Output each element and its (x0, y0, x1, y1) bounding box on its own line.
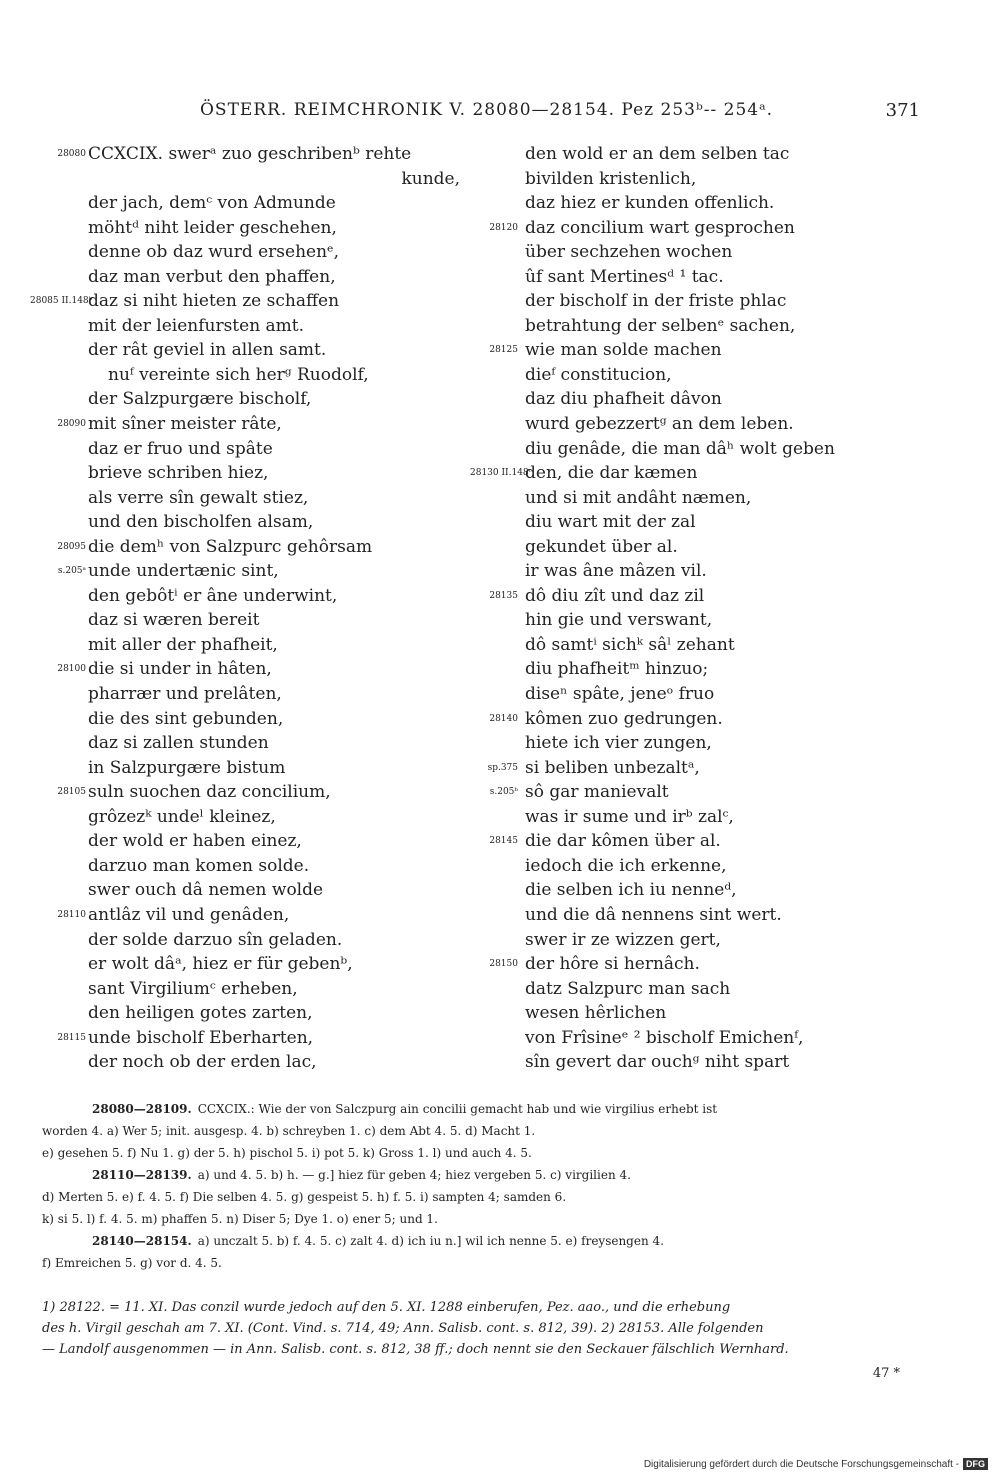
verse-line (30, 707, 480, 732)
page-number: 371 (885, 100, 920, 121)
verse-text: dô samtⁱ sichᵏ sâˡ zehant (525, 634, 735, 655)
footnote-line: — Landolf ausgenommen — in Ann. Salisb. cont. s. 812, 38 ff.; doch nennt sie den Seckauer fälschlich Wernhard. (42, 1342, 789, 1357)
line-number: 28110 (57, 909, 86, 920)
verse-text: über sechzehen wochen (525, 242, 733, 263)
verse-line (30, 928, 480, 953)
verse-line (30, 338, 480, 363)
verse-line (470, 977, 900, 1002)
verse-line (470, 216, 900, 241)
line-number: 28130 II.148ᶜ (470, 468, 532, 479)
verse-text: der solde darzuo sîn geladen. (88, 929, 343, 950)
verse-line (470, 191, 900, 216)
verse-line (470, 437, 900, 462)
verse-text: der hôre si hernâch. (525, 954, 700, 975)
apparatus-range: 28080—28109. (92, 1102, 192, 1116)
verse-text: nuᶠ vereinte sich herᵍ Ruodolf, (108, 364, 369, 385)
verse-text: die des sint gebunden, (88, 708, 284, 729)
verse-line (30, 216, 480, 241)
verse-line (30, 265, 480, 290)
verse-text: bivilden kristenlich, (525, 168, 697, 189)
verse-line (470, 731, 900, 756)
verse-line (470, 1026, 900, 1051)
verse-line (30, 657, 480, 682)
verse-line (30, 412, 480, 437)
apparatus-text: worden 4. a) Wer 5; init. ausgesp. 4. b) schreyben 1. c) dem Abt 4. 5. d) Macht 1. (42, 1124, 536, 1138)
verse-line (30, 903, 480, 928)
verse-text: gekundet über al. (525, 536, 678, 557)
verse-text: brieve schriben hiez, (88, 463, 269, 484)
verse-line (470, 338, 900, 363)
verse-line (30, 510, 480, 535)
verse-line (470, 1050, 900, 1075)
verse-text: den heiligen gotes zarten, (88, 1003, 313, 1024)
verse-text: daz si niht hieten ze schaffen (88, 291, 340, 312)
verse-text: er wolt dâᵃ, hiez er für gebenᵇ, (88, 954, 353, 975)
verse-text: dieᶠ constitucion, (525, 364, 672, 385)
verse-text: suln suochen daz concilium, (88, 782, 331, 803)
line-number: 28090 (57, 419, 86, 430)
critical-apparatus (42, 1098, 900, 1274)
verse-text: der Salzpurgære bischolf, (88, 389, 312, 410)
verse-line (470, 805, 900, 830)
verse-line (30, 437, 480, 462)
verse-line (30, 878, 480, 903)
verse-text: dô diu zît und daz zil (525, 585, 705, 606)
line-number: 28085 II.148ᵇ (30, 296, 93, 307)
header-title: ÖSTERR. REIMCHRONIK V. 28080—28154. Pez 253ᵇ-- 254ᵃ. (200, 100, 774, 120)
verse-text: daz si zallen stunden (88, 733, 269, 754)
verse-text: hiete ich vier zungen, (525, 733, 712, 754)
verse-line (470, 412, 900, 437)
verse-line (470, 878, 900, 903)
verse-text: diseⁿ spâte, jeneᵒ fruo (525, 684, 715, 705)
apparatus-text: e) gesehen 5. f) Nu 1. g) der 5. h) pischol 5. i) pot 5. k) Gross 1. l) und auch 4. 5. (42, 1146, 532, 1160)
verse-text: denne ob daz wurd ersehenᵉ, (88, 242, 340, 263)
verse-text: wie man solde machen (525, 340, 722, 361)
verse-text: mit sîner meister râte, (88, 414, 282, 435)
verse-line (470, 559, 900, 584)
line-number: 28135 (489, 590, 518, 601)
verse-line (470, 167, 900, 192)
dfg-logo: DFG (963, 1458, 988, 1470)
verse-line (30, 191, 480, 216)
verse-text: in Salzpurgære bistum (88, 757, 286, 778)
apparatus-range: 28110—28139. (92, 1168, 192, 1182)
verse-text: diu genâde, die man dâʰ wolt geben (525, 438, 835, 459)
verse-line (470, 584, 900, 609)
verse-text: kunde, (401, 168, 460, 189)
verse-line (30, 461, 480, 486)
verse-line (470, 142, 900, 167)
verse-text: iedoch die ich erkenne, (525, 855, 727, 876)
verse-text: möhtᵈ niht leider geschehen, (88, 217, 337, 238)
verse-line (470, 535, 900, 560)
line-number: s.205ᵃ (57, 566, 86, 577)
verse-line (30, 952, 480, 977)
verse-text: swer ir ze wizzen gert, (525, 929, 721, 950)
apparatus-text: a) und 4. 5. b) h. — g.] hiez für geben 4; hiez vergeben 5. c) virgilien 4. (197, 1168, 631, 1182)
line-number: 28115 (57, 1032, 86, 1043)
verse-text: grôzezᵏ undeˡ kleinez, (88, 806, 276, 827)
verse-line (30, 829, 480, 854)
footnote-line: des h. Virgil geschah am 7. XI. (Cont. Vind. s. 714, 49; Ann. Salisb. cont. s. 812, 39). 2) 28153. Alle folgenden (42, 1321, 764, 1336)
verse-text: daz concilium wart gesprochen (525, 217, 795, 238)
verse-line (470, 756, 900, 781)
verse-text: mit aller der phafheit, (88, 634, 278, 655)
verse-text: daz diu phafheit dâvon (525, 389, 722, 410)
verse-text: diu phafheitᵐ hinzuo; (525, 659, 709, 680)
verse-line (30, 633, 480, 658)
left-verse-column (30, 142, 480, 1075)
apparatus-text: CCXCIX.: Wie der von Salczpurg ain concilii gemacht hab und wie virgilius erhebt ist (197, 1102, 718, 1116)
verse-line (30, 608, 480, 633)
verse-text: den, die dar kæmen (525, 463, 698, 484)
verse-text: datz Salzpurc man sach (525, 978, 731, 999)
verse-text: als verre sîn gewalt stiez, (88, 487, 309, 508)
verse-line (30, 1050, 480, 1075)
verse-text: unde undertænic sint, (88, 561, 279, 582)
apparatus-line (42, 1142, 900, 1164)
verse-text: der noch ob der erden lac, (88, 1052, 317, 1073)
running-header (40, 100, 920, 130)
apparatus-range: 28140—28154. (92, 1234, 192, 1248)
verse-line (30, 240, 480, 265)
verse-text: unde bischolf Eberharten, (88, 1027, 314, 1048)
verse-text: der bischolf in der friste phlac (525, 291, 787, 312)
verse-text: was ir sume und irᵇ zalᶜ, (525, 806, 734, 827)
verse-line (470, 682, 900, 707)
apparatus-line (42, 1120, 900, 1142)
verse-line (30, 167, 480, 192)
verse-line (470, 289, 900, 314)
verse-text: darzuo man komen solde. (88, 855, 310, 876)
verse-line (470, 928, 900, 953)
verse-text: sô gar manievalt (525, 782, 669, 803)
line-number: 28095 (57, 541, 86, 552)
verse-line (30, 535, 480, 560)
verse-line (30, 387, 480, 412)
verse-line (470, 854, 900, 879)
right-verse-column (470, 142, 900, 1075)
verse-text: kômen zuo gedrungen. (525, 708, 723, 729)
verse-text: CCXCIX. swerᵃ zuo geschribenᵇ rehte (88, 144, 412, 164)
verse-line (30, 486, 480, 511)
verse-text: wurd gebezzertᵍ an dem leben. (525, 414, 794, 435)
verse-text: wesen hêrlichen (525, 1003, 667, 1024)
verse-text: hin gie und verswant, (525, 610, 713, 631)
apparatus-line (42, 1164, 900, 1186)
verse-line (30, 805, 480, 830)
verse-line (470, 657, 900, 682)
verse-text: antlâz vil und genâden, (88, 904, 290, 925)
verse-text: von Frîsineᵉ ² bischolf Emichenᶠ, (525, 1027, 804, 1048)
footnotes (42, 1297, 900, 1360)
line-number: s.205ᵇ (489, 787, 518, 798)
verse-text: betrahtung der selbenᵉ sachen, (525, 315, 796, 336)
digitization-footer (644, 1458, 988, 1470)
verse-text: und den bischolfen alsam, (88, 512, 314, 533)
verse-text: die selben ich iu nenneᵈ, (525, 880, 737, 901)
verse-text: der wold er haben einez, (88, 831, 302, 852)
verse-line (470, 1001, 900, 1026)
verse-line (470, 486, 900, 511)
verse-line (30, 142, 480, 167)
signature-mark: 47 * (872, 1366, 900, 1381)
verse-text: ûf sant Mertinesᵈ ¹ tac. (525, 266, 724, 287)
apparatus-text: f) Emreichen 5. g) vor d. 4. 5. (42, 1256, 222, 1270)
verse-line (30, 584, 480, 609)
footnote-line: 1) 28122. = 11. XI. Das conzil wurde jedoch auf den 5. XI. 1288 einberufen, Pez. aao., und die erhebung (42, 1300, 731, 1315)
line-number: 28125 (489, 345, 518, 356)
verse-line (30, 314, 480, 339)
verse-text: swer ouch dâ nemen wolde (88, 880, 324, 901)
verse-text: daz er fruo und spâte (88, 438, 273, 459)
apparatus-text: a) unczalt 5. b) f. 4. 5. c) zalt 4. d) ich iu n.] wil ich nenne 5. e) freysengen 4. (197, 1234, 664, 1248)
verse-text: sîn gevert dar ouchᵍ niht spart (525, 1052, 790, 1073)
apparatus-line (42, 1186, 900, 1208)
verse-line (30, 756, 480, 781)
verse-line (470, 903, 900, 928)
verse-text: die dar kômen über al. (525, 831, 721, 852)
verse-text: den gebôtⁱ er âne underwint, (88, 585, 338, 606)
line-number: 28100 (57, 664, 86, 675)
verse-line (30, 731, 480, 756)
verse-text: daz hiez er kunden offenlich. (525, 193, 775, 214)
line-number: sp.375 (487, 762, 518, 773)
verse-line (30, 977, 480, 1002)
line-number: 28150 (489, 959, 518, 970)
apparatus-line (42, 1252, 900, 1274)
apparatus-text: d) Merten 5. e) f. 4. 5. f) Die selben 4. 5. g) gespeist 5. h) f. 5. i) sampten 4; samden 6. (42, 1190, 567, 1204)
line-number: 28120 (489, 222, 518, 233)
verse-line (470, 387, 900, 412)
line-number: 28145 (489, 836, 518, 847)
verse-line (30, 1026, 480, 1051)
verse-line (470, 314, 900, 339)
verse-text: die demʰ von Salzpurc gehôrsam (88, 536, 373, 557)
apparatus-text: k) si 5. l) f. 4. 5. m) phaffen 5. n) Diser 5; Dye 1. o) ener 5; und 1. (42, 1212, 438, 1226)
verse-line (470, 265, 900, 290)
verse-line (470, 707, 900, 732)
verse-text: sant Virgiliumᶜ erheben, (88, 978, 298, 999)
verse-line (470, 633, 900, 658)
verse-line (30, 682, 480, 707)
footer-text: Digitalisierung gefördert durch die Deutsche Forschungsgemeinschaft - (643, 1458, 959, 1470)
line-number: 28080 (57, 149, 86, 159)
verse-text: der jach, demᶜ von Admunde (88, 193, 336, 214)
verse-line (470, 952, 900, 977)
verse-text: die si under in hâten, (88, 659, 272, 680)
verse-line (30, 854, 480, 879)
verse-text: pharrær und prelâten, (88, 684, 282, 705)
verse-line (30, 363, 480, 388)
verse-text: den wold er an dem selben tac (525, 144, 790, 164)
verse-line (470, 829, 900, 854)
verse-line (30, 559, 480, 584)
verse-line (30, 780, 480, 805)
line-number: 28140 (489, 713, 518, 724)
verse-text: und die dâ nennens sint wert. (525, 904, 782, 925)
verse-line (30, 289, 480, 314)
verse-text: ir was âne mâzen vil. (525, 561, 707, 582)
verse-text: daz man verbut den phaffen, (88, 266, 336, 287)
apparatus-line (42, 1098, 900, 1120)
verse-line (470, 240, 900, 265)
verse-text: si beliben unbezaltᵃ, (525, 757, 700, 778)
line-number: 28105 (57, 787, 86, 798)
verse-text: der rât geviel in allen samt. (88, 340, 327, 361)
apparatus-line (42, 1230, 900, 1252)
verse-line (470, 608, 900, 633)
verse-text: diu wart mit der zal (525, 512, 696, 533)
apparatus-line (42, 1208, 900, 1230)
verse-line (30, 1001, 480, 1026)
verse-line (470, 363, 900, 388)
verse-line (470, 780, 900, 805)
verse-text: mit der leienfursten amt. (88, 315, 305, 336)
verse-line (470, 461, 900, 486)
verse-line (470, 510, 900, 535)
verse-text: daz si wæren bereit (88, 610, 260, 631)
verse-text: und si mit andâht næmen, (525, 487, 752, 508)
